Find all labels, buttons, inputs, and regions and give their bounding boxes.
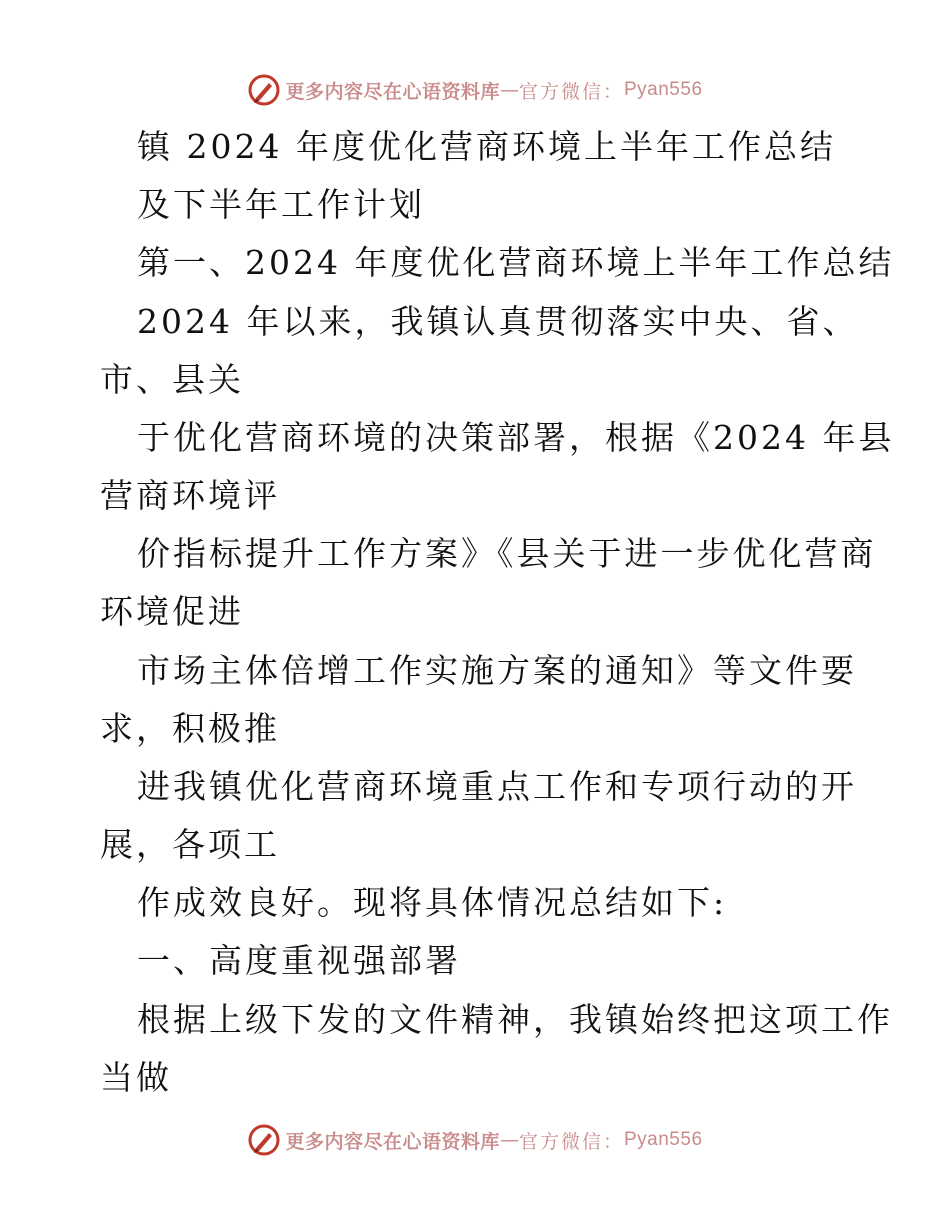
watermark-wechat-id: Pyan556 — [624, 1129, 703, 1150]
body-line: 市、县关 — [100, 360, 244, 399]
header-watermark — [0, 70, 950, 110]
watermark-brand: 更多内容尽在心语资料库 — [285, 1130, 500, 1153]
body-line: 求，积极推 — [100, 709, 280, 748]
body-line: 市场主体倍增工作实施方案的通知》等文件要 — [137, 651, 857, 690]
pen-logo-icon — [247, 1123, 281, 1157]
subsection-heading: 一、高度重视强部署 — [137, 941, 461, 980]
body-line: 作成效良好。现将具体情况总结如下: — [137, 883, 728, 922]
watermark-dash: — — [499, 1129, 519, 1151]
body-line: 环境促进 — [100, 592, 244, 631]
body-line: 根据上级下发的文件精神，我镇始终把这项工作 — [137, 1000, 893, 1039]
body-line: 展，各项工 — [100, 825, 280, 864]
section-heading: 第一、2024 年度优化营商环境上半年工作总结 — [137, 243, 895, 282]
body-line: 进我镇优化营商环境重点工作和专项行动的开 — [137, 767, 857, 806]
body-line: 当做 — [100, 1058, 172, 1097]
watermark-brand: 更多内容尽在心语资料库 — [285, 80, 500, 103]
watermark-contact-label: 官方微信： — [518, 80, 624, 103]
doc-title-line-2: 及下半年工作计划 — [137, 185, 425, 224]
body-line: 2024 年以来，我镇认真贯彻落实中央、省、 — [137, 302, 859, 341]
body-line: 于优化营商环境的决策部署，根据《2024 年县 — [137, 418, 895, 457]
doc-title-line-1: 镇 2024 年度优化营商环境上半年工作总结 — [137, 127, 836, 166]
body-line: 价指标提升工作方案》《县关于进一步优化营商 — [137, 534, 877, 573]
watermark-dash: — — [499, 79, 519, 101]
footer-watermark — [0, 1120, 950, 1160]
watermark-contact-label: 官方微信： — [518, 1130, 624, 1153]
body-line: 营商环境评 — [100, 476, 280, 515]
pen-logo-icon — [247, 73, 281, 107]
watermark-wechat-id: Pyan556 — [624, 79, 703, 100]
